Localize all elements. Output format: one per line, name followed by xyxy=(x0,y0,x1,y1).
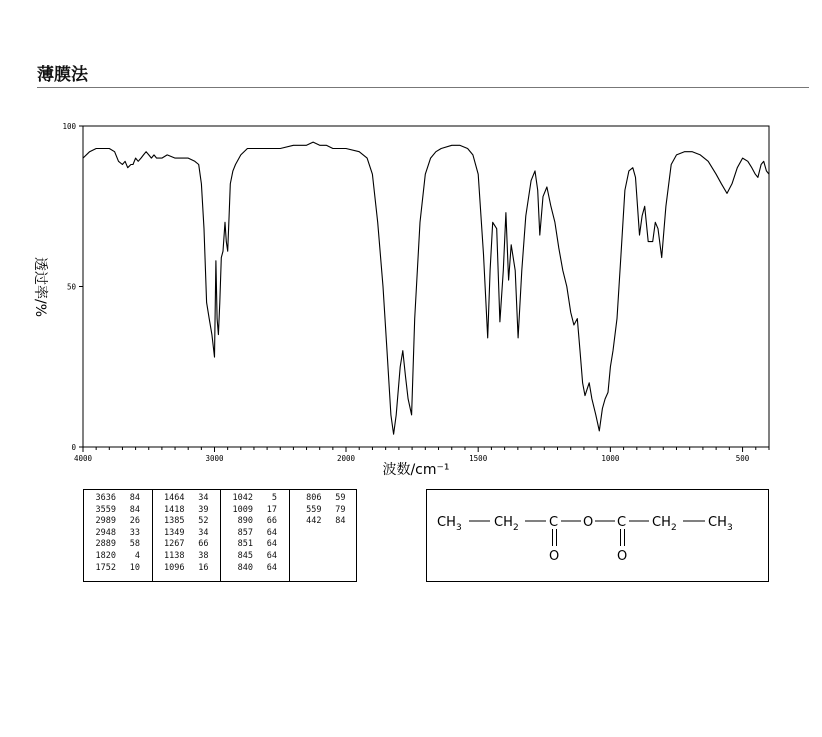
peak-row xyxy=(221,539,289,551)
peak-row xyxy=(221,493,289,505)
x-axis-label: 波数/cm⁻¹ xyxy=(382,462,450,478)
peak-transmittance: 16 xyxy=(198,562,209,573)
x-axis-ticks xyxy=(74,447,769,463)
sub-3-right: 3 xyxy=(727,523,733,533)
sub-3-left: 3 xyxy=(456,523,462,533)
y-tick-label: 100 xyxy=(62,122,76,131)
peak-table xyxy=(83,489,357,582)
group-ch2-left: CH xyxy=(494,515,513,530)
peak-row xyxy=(221,563,289,575)
x-tick-label: 3000 xyxy=(205,454,224,463)
peak-row xyxy=(84,563,152,575)
peak-wavenumber: 1820 xyxy=(95,550,116,561)
peak-wavenumber: 1464 xyxy=(164,493,185,503)
peak-row xyxy=(153,563,221,575)
peak-transmittance: 5 xyxy=(271,493,277,503)
peak-wavenumber: 2989 xyxy=(95,516,116,527)
carbonyl-o-left: O xyxy=(549,549,560,564)
structure-box xyxy=(426,489,769,582)
peak-wavenumber: 442 xyxy=(306,516,322,527)
peak-row xyxy=(84,539,152,551)
peak-transmittance: 33 xyxy=(129,527,140,538)
group-ch3-left: CH xyxy=(437,515,456,530)
peak-transmittance: 64 xyxy=(266,539,277,550)
peak-row xyxy=(221,551,289,563)
peak-transmittance: 84 xyxy=(335,516,346,527)
peak-row xyxy=(153,528,221,540)
carbonyl-o-right: O xyxy=(617,549,628,564)
peak-row xyxy=(84,551,152,563)
peak-row xyxy=(84,528,152,540)
peak-transmittance: 39 xyxy=(198,504,209,515)
x-tick-label: 1000 xyxy=(601,454,620,463)
peak-wavenumber: 890 xyxy=(237,516,253,527)
peak-wavenumber: 840 xyxy=(237,562,253,573)
peak-wavenumber: 1418 xyxy=(164,504,185,515)
group-ch2-right: CH xyxy=(652,515,671,530)
peak-row xyxy=(153,539,221,551)
peak-wavenumber: 857 xyxy=(237,527,253,538)
peak-transmittance: 58 xyxy=(129,539,140,550)
peak-row xyxy=(84,493,152,505)
peak-row xyxy=(153,551,221,563)
ester-oxygen: O xyxy=(583,515,594,530)
peak-wavenumber: 1042 xyxy=(232,493,253,503)
peak-wavenumber: 2948 xyxy=(95,527,116,538)
peak-table-column xyxy=(290,490,357,581)
peak-row xyxy=(153,516,221,528)
y-axis-ticks xyxy=(62,122,83,452)
peak-table-column xyxy=(84,490,153,581)
peak-row xyxy=(290,505,357,517)
carbonyl-carbon-left: C xyxy=(549,515,559,530)
peak-transmittance: 26 xyxy=(129,516,140,527)
y-axis-label: 透过率/% xyxy=(32,256,48,318)
spectrum-line xyxy=(83,142,769,434)
peak-wavenumber: 1349 xyxy=(164,527,185,538)
peak-row xyxy=(84,505,152,517)
method-title: 薄膜法 xyxy=(37,65,88,85)
group-ch3-right: CH xyxy=(708,515,727,530)
peak-wavenumber: 806 xyxy=(306,493,322,503)
peak-wavenumber: 1267 xyxy=(164,539,185,550)
peak-row xyxy=(290,516,357,528)
peak-transmittance: 64 xyxy=(266,562,277,573)
y-tick-label: 50 xyxy=(66,282,76,292)
peak-row xyxy=(153,493,221,505)
peak-row xyxy=(221,528,289,540)
peak-wavenumber: 1385 xyxy=(164,516,185,527)
carbonyl-carbon-right: C xyxy=(617,515,627,530)
peak-transmittance: 17 xyxy=(266,504,277,515)
peak-transmittance: 66 xyxy=(266,516,277,527)
plot-frame xyxy=(83,126,769,447)
x-tick-label: 500 xyxy=(735,454,750,463)
peak-transmittance: 34 xyxy=(198,493,209,503)
peak-transmittance: 4 xyxy=(134,550,140,561)
peak-transmittance: 10 xyxy=(129,562,140,573)
peak-table-column xyxy=(153,490,222,581)
x-tick-label: 2000 xyxy=(336,454,356,463)
peak-wavenumber: 1752 xyxy=(95,562,116,573)
peak-wavenumber: 3636 xyxy=(95,493,116,503)
peak-transmittance: 79 xyxy=(335,504,346,515)
x-tick-label: 1500 xyxy=(469,454,488,463)
peak-wavenumber: 1009 xyxy=(232,504,253,515)
peak-transmittance: 52 xyxy=(198,516,209,527)
peak-row xyxy=(290,493,357,505)
peak-transmittance: 64 xyxy=(266,550,277,561)
peak-table-column xyxy=(221,490,290,581)
peak-transmittance: 38 xyxy=(198,550,209,561)
peak-row xyxy=(153,505,221,517)
peak-wavenumber: 3559 xyxy=(95,504,116,515)
peak-transmittance: 59 xyxy=(335,493,346,503)
peak-transmittance: 34 xyxy=(198,527,209,538)
x-tick-label: 4000 xyxy=(73,454,93,463)
peak-wavenumber: 851 xyxy=(237,539,253,550)
peak-wavenumber: 1138 xyxy=(164,550,185,561)
y-tick-label: 0 xyxy=(71,443,76,452)
peak-transmittance: 84 xyxy=(129,493,140,503)
peak-row xyxy=(84,516,152,528)
peak-wavenumber: 2889 xyxy=(95,539,116,550)
peak-transmittance: 84 xyxy=(129,504,140,515)
peak-transmittance: 66 xyxy=(198,539,209,550)
peak-transmittance: 64 xyxy=(266,527,277,538)
peak-row xyxy=(221,516,289,528)
sub-2-left: 2 xyxy=(513,523,519,533)
peak-wavenumber: 1096 xyxy=(164,562,185,573)
peak-wavenumber: 845 xyxy=(237,550,253,561)
peak-wavenumber: 559 xyxy=(306,504,322,515)
sub-2-right: 2 xyxy=(671,523,677,533)
peak-row xyxy=(221,505,289,517)
